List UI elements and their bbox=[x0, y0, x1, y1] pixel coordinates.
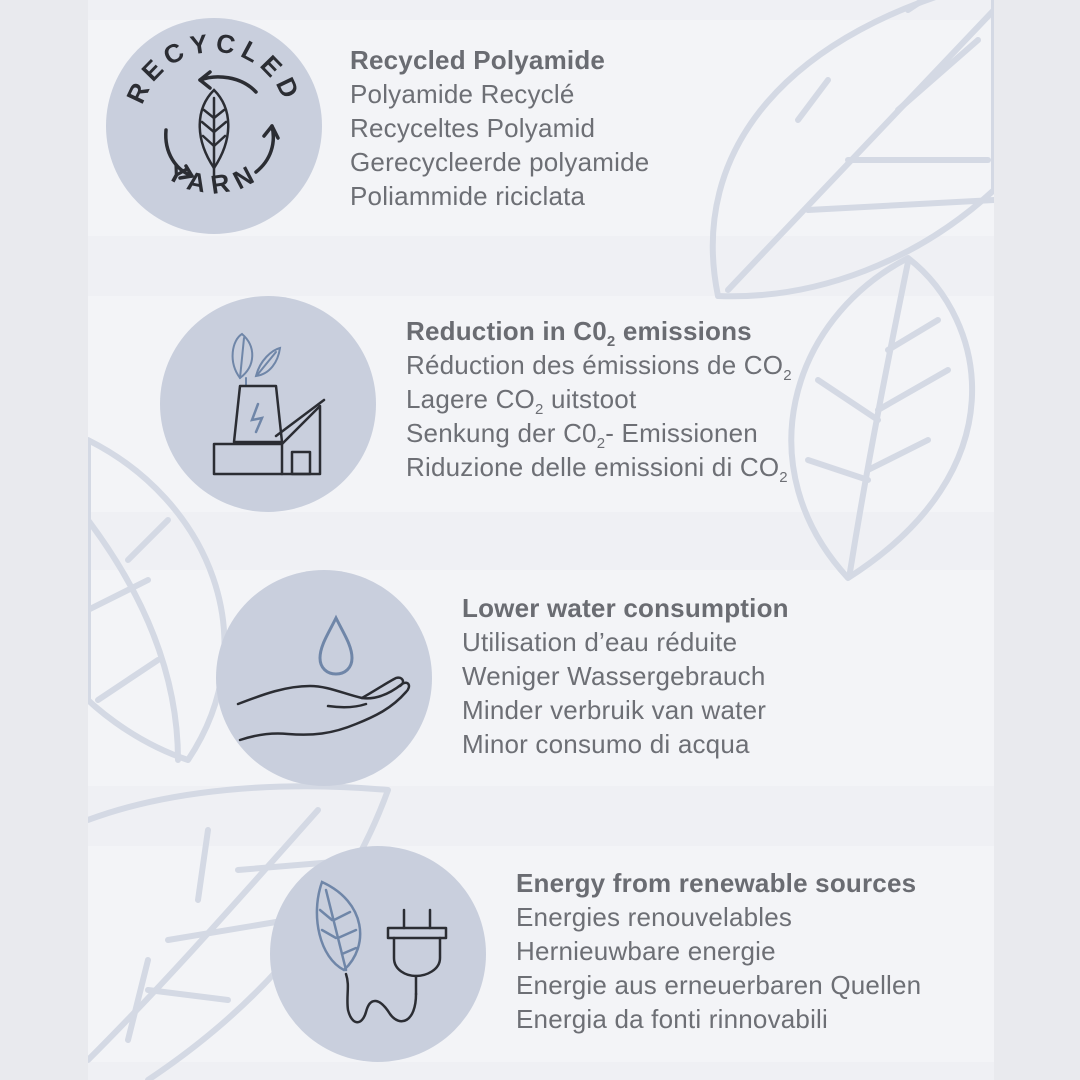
recycled-yarn-badge bbox=[106, 18, 322, 234]
co2-badge bbox=[160, 296, 376, 512]
decor-leaf-top-right-outline bbox=[713, 0, 994, 296]
open-hand-icon bbox=[238, 678, 409, 740]
translation-line: Recyceltes Polyamid bbox=[350, 113, 596, 143]
badge-bottom-text: YARN bbox=[162, 156, 266, 200]
translation-line: Minor consumo di acqua bbox=[462, 729, 750, 759]
hand-water-drop-icon bbox=[216, 570, 432, 786]
water-badge bbox=[216, 570, 432, 786]
section-water-text bbox=[462, 591, 789, 761]
section-heading: Lower water consumption bbox=[462, 593, 789, 623]
power-plug-icon bbox=[346, 910, 446, 1022]
water-drop-icon bbox=[320, 618, 352, 674]
badge-top-text: RECYCLED bbox=[120, 27, 308, 108]
section-heading: Reduction in $C0_2$ emissions bbox=[406, 316, 752, 350]
translation-line: Riduzione delle emissioni di $CO_2$ bbox=[406, 452, 788, 486]
section-recycled-text bbox=[350, 43, 649, 213]
leaf-icon bbox=[200, 90, 229, 178]
translation-line: Minder verbruik van water bbox=[462, 695, 767, 725]
translation-line: Utilisation d’eau réduite bbox=[462, 627, 738, 657]
section-co2-text bbox=[406, 314, 792, 484]
translation-line: Lagere $CO_2$ uitstoot bbox=[406, 384, 637, 418]
cooling-tower-icon bbox=[234, 386, 282, 442]
translation-line: Senkung der $C0_2-$ Emissionen bbox=[406, 418, 758, 452]
leaf-plug-icon bbox=[270, 846, 486, 1062]
energy-badge bbox=[270, 846, 486, 1062]
factory-leaf-icon bbox=[160, 296, 376, 512]
section-energy-text bbox=[516, 866, 921, 1036]
translation-line: Energia da fonti rinnovabili bbox=[516, 1004, 829, 1034]
translation-line: Polyamide Recyclé bbox=[350, 79, 575, 109]
content-panel bbox=[88, 0, 994, 1080]
decor-leaf-right-mid-outline bbox=[791, 258, 972, 578]
section-heading: Energy from renewable sources bbox=[516, 868, 917, 898]
translation-line: Réduction des émissions de $CO_2$ bbox=[406, 350, 792, 384]
translation-line: Gerecycleerde polyamide bbox=[350, 147, 650, 177]
translation-line: Poliammide riciclata bbox=[350, 181, 586, 211]
translation-line: Weniger Wassergebrauch bbox=[462, 661, 766, 691]
leaf-icon bbox=[317, 882, 360, 970]
section-heading: Recycled Polyamide bbox=[350, 45, 606, 75]
translation-line: Energies renouvelables bbox=[516, 902, 793, 932]
translation-line: Hernieuwbare energie bbox=[516, 936, 776, 966]
svg-text:RECYCLED bbox=[120, 27, 308, 108]
translation-line: Energie aus erneuerbaren Quellen bbox=[516, 970, 922, 1000]
recycled-yarn-badge-icon bbox=[106, 18, 322, 234]
